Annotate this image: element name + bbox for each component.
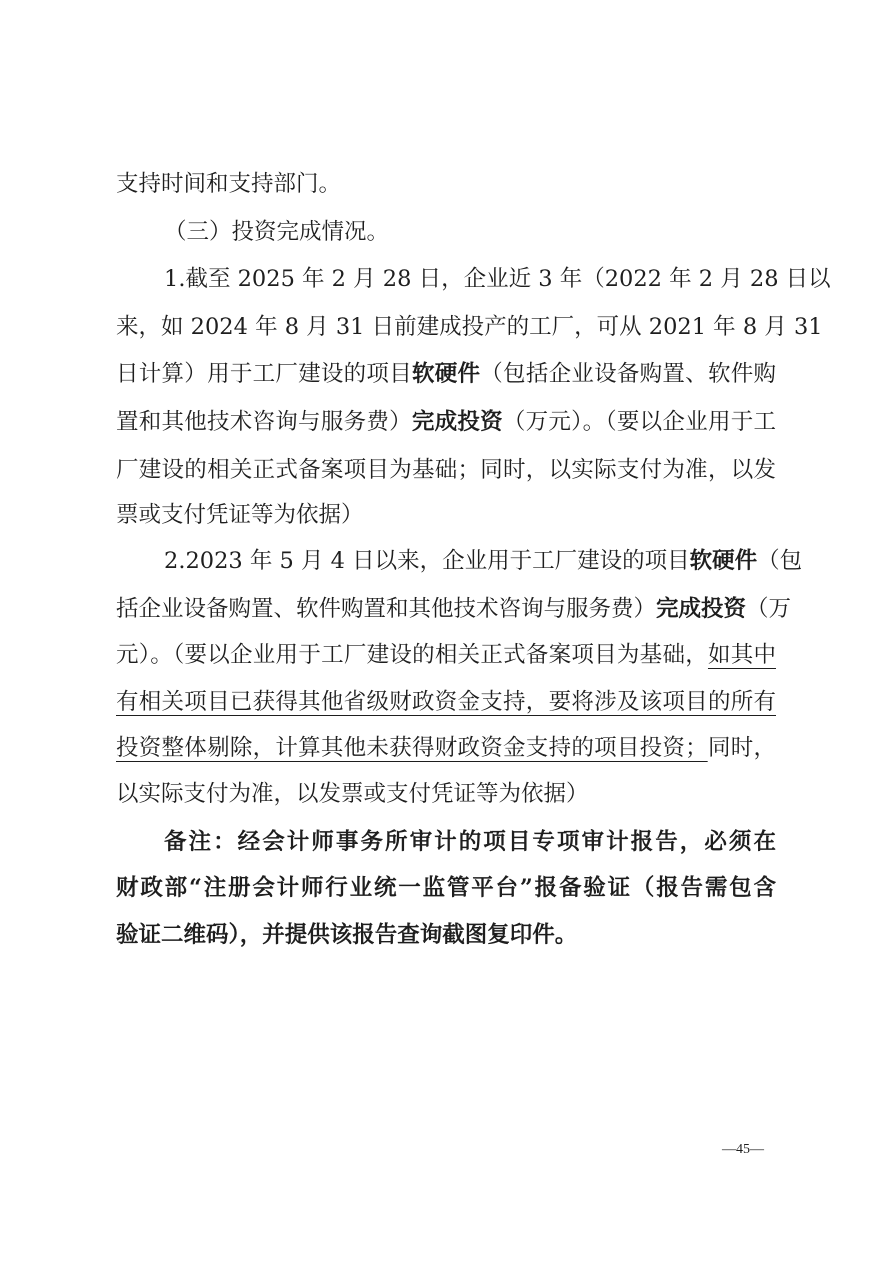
text-segment: （包括企业设备购置、软件购 — [480, 361, 776, 387]
text-segment: 同时， — [707, 735, 776, 761]
text-line — [116, 729, 776, 767]
bold-term: 完成投资 — [656, 596, 747, 622]
underlined-text: 有相关项目已获得其他省级财政资金支持，要将涉及该项目的所有 — [116, 689, 776, 715]
text-segment: 日计算）用于工厂建设的项目 — [116, 361, 412, 387]
note-line — [116, 869, 776, 907]
underlined-text: 如其中 — [707, 642, 776, 668]
text-segment: 支持时间和支持部门。 — [116, 171, 342, 197]
underlined-text: 投资整体剔除，计算其他未获得财政资金支持的项目投资； — [116, 735, 708, 761]
text-segment: 2.2023 年 5 月 4 日以来，企业用于工厂建设的项目 — [164, 548, 690, 574]
text-line — [116, 683, 776, 721]
bold-term: 完成投资 — [411, 409, 503, 435]
text-segment: 1.截至 2025 年 2 月 28 日，企业近 3 年（2022 年 2 月 28 日以 — [164, 266, 831, 292]
text-line — [116, 636, 776, 674]
text-segment: 来，如 2024 年 8 月 31 日前建成投产的工厂，可从 2021 年 8 月 31 — [116, 314, 823, 340]
text-line — [164, 260, 831, 298]
text-line — [116, 451, 776, 489]
text-segment: 验证二维码），并提供该报告查询截图复印件。 — [116, 922, 578, 948]
text-segment: 置和其他技术咨询与服务费） — [116, 409, 412, 435]
page-number: —45— — [722, 1142, 764, 1157]
text-line — [116, 308, 823, 346]
text-line — [116, 165, 776, 203]
text-segment: 票或支付凭证等为依据） — [116, 502, 364, 528]
text-line — [116, 496, 776, 534]
text-segment: 元）。（要以企业用于工厂建设的相关正式备案项目为基础， — [116, 642, 708, 668]
text-segment: （万 — [746, 596, 792, 622]
bold-term: 软硬件 — [411, 361, 481, 387]
text-segment: 财政部“注册会计师行业统一监管平台”报备验证（报告需包含 — [116, 875, 776, 901]
bold-term: 软硬件 — [689, 548, 758, 574]
text-segment: 括企业设备购置、软件购置和其他技术咨询与服务费） — [116, 596, 657, 622]
text-segment: （包 — [757, 548, 803, 574]
section-heading — [164, 213, 776, 251]
text-line — [116, 775, 776, 813]
text-segment: 厂建设的相关正式备案项目为基础；同时，以实际支付为准，以发 — [116, 457, 776, 483]
text-segment: （三）投资完成情况。 — [164, 219, 390, 245]
text-segment: 备注：经会计师事务所审计的项目专项审计报告，必须在 — [164, 829, 776, 855]
note-line — [164, 823, 776, 861]
text-line — [116, 403, 776, 441]
text-segment: （万元）。（要以企业用于工 — [502, 409, 776, 435]
text-segment: 以实际支付为准，以发票或支付凭证等为依据） — [116, 781, 589, 807]
note-line — [116, 916, 776, 954]
text-line — [164, 542, 803, 580]
text-line — [116, 590, 792, 628]
text-line — [116, 355, 776, 393]
